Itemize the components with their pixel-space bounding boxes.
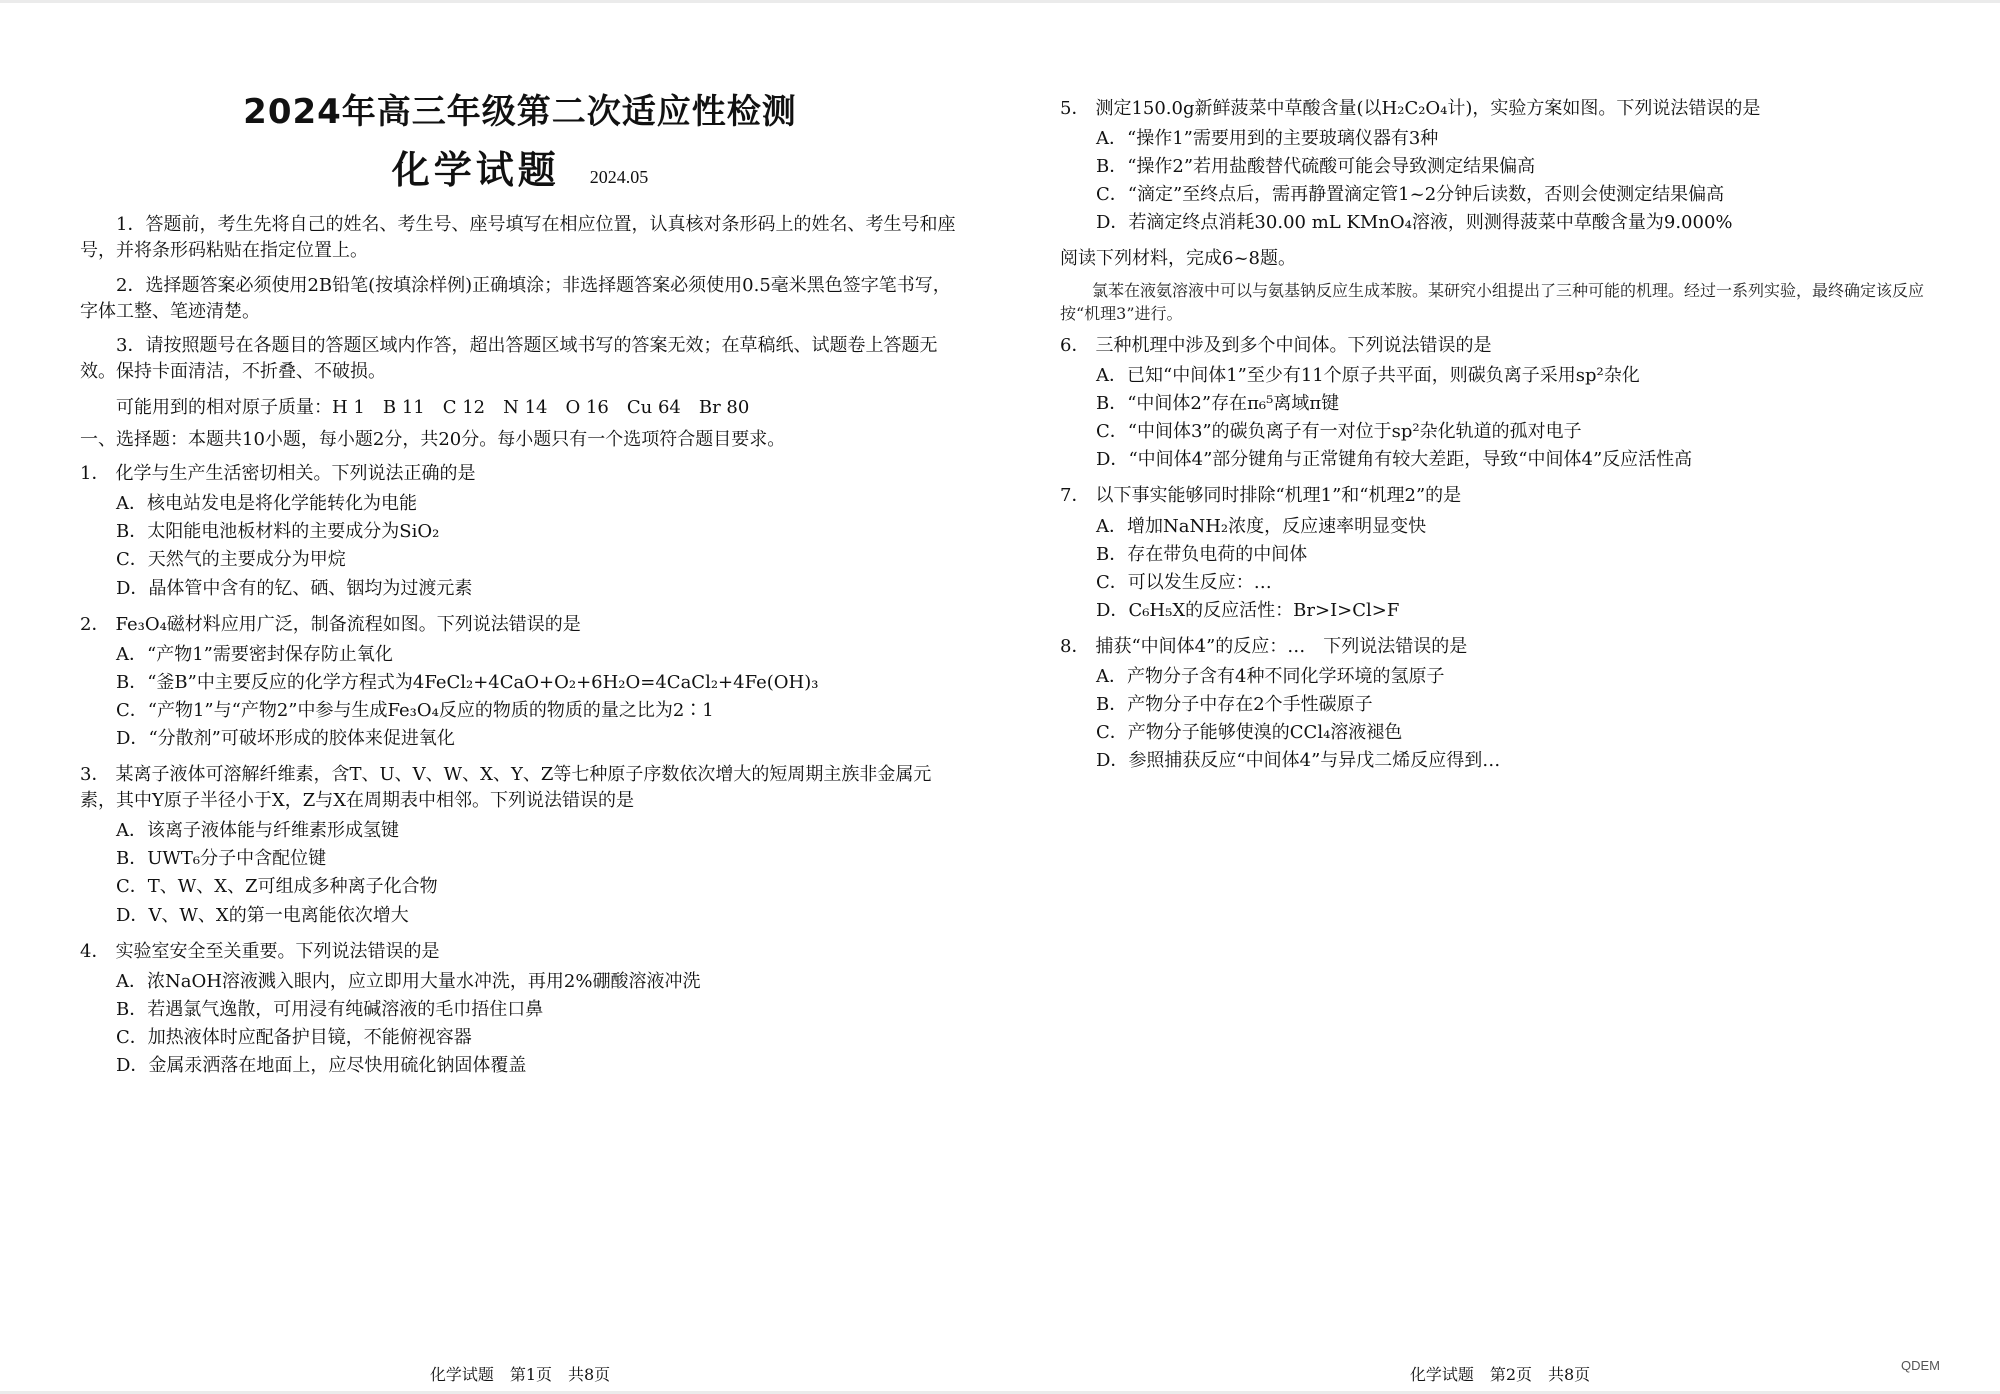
subject-title: 化学试题 [391, 148, 560, 193]
question-3 [80, 762, 960, 929]
option-letter: D． [116, 904, 149, 926]
option-c [116, 547, 960, 573]
option-text: 产物分子含有4种不同化学环境的氢原子 [1127, 665, 1445, 687]
option-text: “釜B”中主要反应的化学方程式为4FeCl₂+4CaO+O₂+6H₂O=4CaCl₂+4Fe(OH)₃ [147, 671, 819, 693]
option-a [116, 642, 960, 668]
notice-2: 2．选择题答案必须使用2B铅笔(按填涂样例)正确填涂；非选择题答案必须使用0.5毫米黑色签字笔书写，字体工整、笔迹清楚。 [80, 274, 951, 322]
option-list [1096, 514, 1940, 624]
subject-row [80, 143, 960, 198]
option-text: 核电站发电是将化学能转化为电能 [147, 493, 417, 515]
question-stem [1060, 96, 1940, 122]
option-list [116, 642, 960, 752]
question-stem [80, 939, 960, 965]
option-text: 天然气的主要成分为甲烷 [147, 549, 346, 571]
option-letter: D． [1096, 750, 1129, 772]
notice-1: 1．答题前，考生先将自己的姓名、考生号、座号填写在相应位置，认真核对条形码上的姓名、考生号和座号，并将条形码粘贴在指定位置上。 [80, 214, 956, 262]
question-stem [1060, 333, 1940, 359]
question-stem [80, 762, 960, 814]
question-text: 以下事实能够同时排除“机理1”和“机理2”的是 [1095, 485, 1462, 507]
option-letter: C． [1096, 722, 1128, 744]
question-stem [80, 461, 960, 487]
corner-mark: QDEM [1901, 1358, 1940, 1374]
option-text: “中间体4”部分键角与正常键角有较大差距，导致“中间体4”反应活性高 [1128, 449, 1693, 471]
question-number: 4． [80, 940, 110, 962]
option-list [1096, 363, 1940, 473]
option-a [116, 969, 960, 995]
option-d [1096, 598, 1940, 624]
question-text: Fe₃O₄磁材料应用广泛，制备流程如图。下列说法错误的是 [115, 613, 581, 635]
scan-stripe-top [0, 0, 2000, 3]
option-letter: A． [116, 643, 147, 665]
option-b [1096, 391, 1940, 417]
option-text: V、W、X的第一电离能依次增大 [148, 904, 409, 926]
option-b [116, 997, 960, 1023]
question-2 [80, 612, 960, 752]
option-a [116, 491, 960, 517]
option-a [1096, 514, 1940, 540]
question-text: 测定150.0g新鲜菠菜中草酸含量(以H₂C₂O₄计)，实验方案如图。下列说法错误的是 [1095, 98, 1761, 119]
option-text: “操作2”若用盐酸替代硫酸可能会导致测定结果偏高 [1127, 156, 1536, 178]
option-b [116, 846, 960, 872]
option-text: 太阳能电池板材料的主要成分为SiO₂ [147, 521, 440, 543]
option-text: 存在带负电荷的中间体 [1127, 543, 1308, 565]
option-text: 已知“中间体1”至少有11个原子共平面，则碳负离子采用sp²杂化 [1127, 365, 1640, 387]
option-text: 若滴定终点消耗30.00 mL KMnO₄溶液，则测得菠菜中草酸含量为9.000% [1128, 212, 1733, 234]
option-letter: B． [116, 998, 148, 1020]
notice-3: 3．请按照题号在各题目的答题区域内作答，超出答题区域书写的答案无效；在草稿纸、试题卷上答题无效。保持卡面清洁，不折叠、不破损。 [80, 334, 938, 382]
question-text: 实验室安全至关重要。下列说法错误的是 [115, 940, 440, 962]
option-c [1096, 720, 1940, 746]
option-text: “中间体2”存在π₆⁵离域π键 [1127, 393, 1340, 415]
option-a [116, 818, 960, 844]
option-text: 产物分子能够使溴的CCl₄溶液褪色 [1127, 722, 1403, 744]
option-letter: A． [116, 493, 147, 515]
option-b [1096, 154, 1940, 180]
option-text: 金属汞洒落在地面上，应尽快用硫化钠固体覆盖 [148, 1055, 527, 1077]
option-letter: B． [116, 848, 148, 870]
option-c [1096, 570, 1940, 596]
question-8 [1060, 634, 1940, 774]
option-text: 该离子液体能与纤维素形成氢键 [147, 820, 399, 842]
question-number: 8． [1060, 635, 1090, 657]
question-4 [80, 939, 960, 1079]
option-text: 浓NaOH溶液溅入眼内，应立即用大量水冲洗，再用2%硼酸溶液冲洗 [147, 970, 701, 992]
option-d [116, 1053, 960, 1079]
question-5 [1060, 96, 1940, 236]
question-number: 5． [1060, 98, 1090, 119]
option-letter: A． [116, 970, 147, 992]
option-c [1096, 182, 1940, 208]
option-a [1096, 126, 1940, 152]
reading-intro: 阅读下列材料，完成6~8题。 [1060, 248, 1296, 270]
atomic-masses: 可能用到的相对原子质量：H 1 B 11 C 12 N 14 O 16 Cu 64 Br 80 [116, 396, 750, 418]
option-text: “操作1”需要用到的主要玻璃仪器有3种 [1127, 128, 1439, 150]
option-a [1096, 363, 1940, 389]
option-letter: A． [1096, 128, 1127, 150]
right-page [1060, 88, 1940, 1338]
option-list [1096, 664, 1940, 774]
option-list [1096, 126, 1940, 236]
question-stem [80, 612, 960, 638]
right-page-footer: 化学试题 第2页 共8页 [1409, 1364, 1591, 1384]
option-letter: D． [1096, 212, 1129, 234]
option-text: “产物1”与“产物2”中参与生成Fe₃O₄反应的物质的物质的量之比为2∶1 [147, 699, 714, 721]
question-text: 某离子液体可溶解纤维素，含T、U、V、W、X、Y、Z等七种原子序数依次增大的短周期主族非金属元素，其中Y原子半径小于X，Z与X在周期表中相邻。下列说法错误的是 [80, 764, 932, 812]
option-letter: C． [1096, 421, 1128, 443]
option-letter: D． [116, 577, 149, 599]
option-c [116, 874, 960, 900]
option-letter: B． [116, 671, 148, 693]
option-c [1096, 419, 1940, 445]
exam-date: 2024.05 [589, 167, 649, 188]
option-letter: C． [116, 876, 148, 898]
question-number: 6． [1060, 334, 1090, 356]
option-text: 可以发生反应：… [1127, 571, 1272, 593]
option-text: 产物分子中存在2个手性碳原子 [1127, 694, 1373, 716]
option-letter: D． [116, 1055, 149, 1077]
option-letter: B． [116, 521, 148, 543]
option-text: UWT₆分子中含配位键 [147, 848, 327, 870]
option-d [1096, 210, 1940, 236]
option-text: “产物1”需要密封保存防止氧化 [147, 643, 393, 665]
option-b [116, 519, 960, 545]
title-block [80, 88, 960, 198]
option-letter: B． [1096, 543, 1128, 565]
question-stem [1060, 634, 1940, 660]
option-b [116, 670, 960, 696]
question-number: 3． [80, 764, 110, 786]
option-text: T、W、X、Z可组成多种离子化合物 [147, 876, 438, 898]
question-7 [1060, 483, 1940, 623]
option-b [1096, 692, 1940, 718]
option-text: “分散剂”可破坏形成的胶体来促进氧化 [148, 727, 455, 749]
option-text: C₆H₅X的反应活性：Br>I>Cl>F [1128, 599, 1400, 621]
option-c [116, 698, 960, 724]
option-letter: A． [1096, 665, 1127, 687]
option-letter: B． [1096, 156, 1128, 178]
option-c [116, 1025, 960, 1051]
question-text: 捕获“中间体4”的反应：… 下列说法错误的是 [1095, 635, 1468, 657]
option-letter: C． [116, 1026, 148, 1048]
option-letter: A． [1096, 365, 1127, 387]
option-letter: C． [116, 549, 148, 571]
question-6 [1060, 333, 1940, 473]
question-stem [1060, 483, 1940, 509]
option-letter: C． [1096, 571, 1128, 593]
option-letter: A． [116, 820, 147, 842]
option-letter: C． [116, 699, 148, 721]
option-list [116, 818, 960, 928]
option-letter: B． [1096, 694, 1128, 716]
exam-title: 2024年高三年级第二次适应性检测 [243, 92, 797, 132]
question-text: 化学与生产生活密切相关。下列说法正确的是 [115, 463, 476, 485]
question-number: 2． [80, 613, 110, 635]
option-d [116, 903, 960, 929]
option-d [1096, 748, 1940, 774]
option-text: 晶体管中含有的钇、硒、铟均为过渡元素 [148, 577, 473, 599]
option-text: 若遇氯气逸散，可用浸有纯碱溶液的毛巾捂住口鼻 [147, 998, 544, 1020]
option-letter: C． [1096, 184, 1128, 206]
option-letter: B． [1096, 393, 1128, 415]
option-a [1096, 664, 1940, 690]
left-page [80, 88, 960, 1338]
option-text: “中间体3”的碳负离子有一对位于sp²杂化轨道的孤对电子 [1127, 421, 1582, 443]
option-list [116, 969, 960, 1079]
option-text: 加热液体时应配备护目镜，不能俯视容器 [147, 1026, 472, 1048]
question-number: 7． [1060, 485, 1090, 507]
option-list [116, 491, 960, 601]
section-heading: 一、选择题：本题共10小题，每小题2分，共20分。每小题只有一个选项符合题目要求。 [80, 429, 786, 451]
question-text: 三种机理中涉及到多个中间体。下列说法错误的是 [1095, 334, 1492, 356]
question-number: 1． [80, 463, 110, 485]
option-b [1096, 542, 1940, 568]
left-page-footer: 化学试题 第1页 共8页 [429, 1364, 611, 1384]
option-letter: A． [1096, 515, 1127, 537]
option-text: “滴定”至终点后，需再静置滴定管1~2分钟后读数，否则会使测定结果偏高 [1127, 184, 1725, 206]
option-text: 增加NaNH₂浓度，反应速率明显变快 [1127, 515, 1427, 537]
option-text: 参照捕获反应“中间体4”与异戊二烯反应得到… [1128, 750, 1501, 772]
reading-passage: 氯苯在液氨溶液中可以与氨基钠反应生成苯胺。某研究小组提出了三种可能的机理。经过一系列实验，最终确定该反应按“机理3”进行。 [1060, 280, 1925, 323]
option-d [1096, 447, 1940, 473]
option-letter: D． [1096, 449, 1129, 471]
option-letter: D． [116, 727, 149, 749]
question-1 [80, 461, 960, 601]
option-d [116, 726, 960, 752]
option-letter: D． [1096, 599, 1129, 621]
option-d [116, 576, 960, 602]
